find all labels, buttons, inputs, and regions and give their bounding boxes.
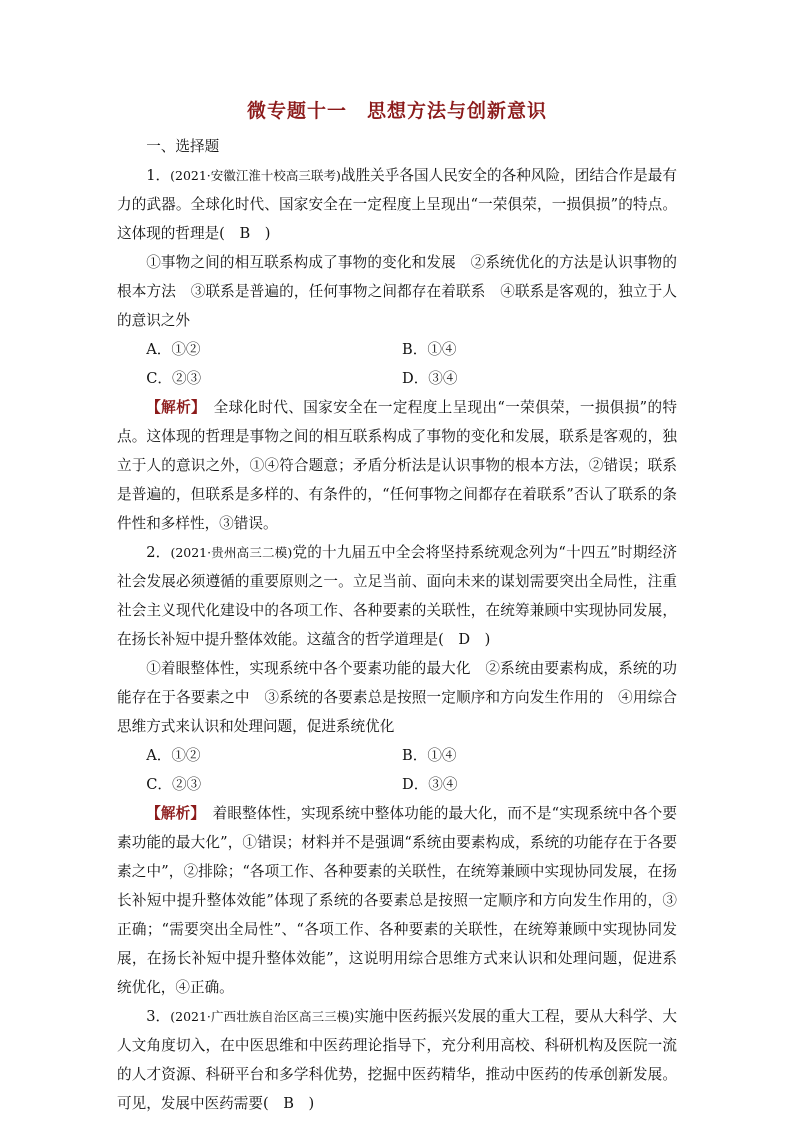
question-1-stem: 战胜关乎各国人民安全的各种风险，团结合作是最有力的武器。全球化时代、国家安全在一定程度上呈现出“一荣俱荣，一损俱损”的特点。这体现的哲理是( B ): [117, 167, 677, 242]
question-2-options-row-2: [117, 770, 677, 799]
question-2-option-d: D．③④: [402, 776, 458, 793]
question-2-number: 2．: [146, 544, 171, 561]
question-1-analysis-text: 全球化时代、国家安全在一定程度上呈现出“一荣俱荣，一损俱损”的特点。这体现的哲理是事物之间的相互联系构成了事物的变化和发展，联系是客观的，独立于人的意识之外，①④符合题意；矛盾分析法是认识事物的根本方法，②错误；联系是普遍的，但联系是多样的、有条件的，“任何事物之间都存在着联系”否认了联系的条件性和多样性，③错误。: [117, 399, 677, 532]
question-3-number: 3．: [146, 1008, 171, 1025]
question-1-options-row-1: [117, 335, 677, 364]
question-2-analysis: [117, 799, 677, 1002]
page-title: 微专题十一 思想方法与创新意识: [246, 100, 547, 122]
question-2-stem: 党的十九届五中全会将坚持系统观念列为“十四五”时期经济社会发展必须遵循的重要原则之一。立足当前、面向未来的谋划需要突出全局性，注重社会主义现代化建设中的各项工作、各种要素的关联性，在统筹兼顾中实现协同发展，在扬长补短中提升整体效能。这蕴含的哲学道理是( D ): [117, 544, 677, 648]
question-2-analysis-text: 着眼整体性，实现系统中整体功能的最大化，而不是“实现系统中各个要素功能的最大化”，①错误；材料并不是强调“系统由要素构成，系统的功能存在于各要素之中”，②排除；“各项工作、各种要素的关联性，在统筹兼顾中实现协同发展，在扬长补短中提升整体效能”体现了系统的各要素总是按照一定顺序和方向发生作用的，③正确；“需要突出全局性”、“各项工作、各种要素的关联性，在统筹兼顾中实现协同发展，在扬长补短中提升整体效能”，这说明用综合思维方式来认识和处理问题，促进系统优化，④正确。: [117, 805, 678, 996]
question-1-option-d: D．③④: [402, 370, 458, 387]
question-3-stem: 实施中医药振兴发展的重大工程，要从大科学、大人文角度切入，在中医思维和中医药理论指导下，充分利用高校、科研机构及医院一流的人才资源、科研平台和多学科优势，挖掘中医药精华，推动中医药的传承创新发展。可见，发展中医药需要( B ): [117, 1008, 677, 1112]
question-2-option-c: C．②③: [146, 776, 202, 793]
question-1-option-a: A．①②: [146, 341, 201, 358]
analysis-tag: 【解析】: [146, 399, 199, 416]
question-1-option-c: C．②③: [146, 370, 202, 387]
question-1-option-b: B．①④: [402, 341, 457, 358]
analysis-tag: 【解析】: [146, 805, 198, 822]
question-1-source: (2021·安徽江淮十校高三联考): [170, 168, 341, 183]
question-1-analysis: [117, 393, 677, 538]
question-1-options-row-2: [117, 364, 677, 393]
question-2-statements: ①着眼整体性，实现系统中各个要素功能的最大化 ②系统由要素构成，系统的功能存在于各要素之中 ③系统的各要素总是按照一定顺序和方向发生作用的 ④用综合思维方式来认识和处理问题，促进系统优化: [117, 660, 677, 735]
question-1-number: 1．: [146, 167, 171, 184]
document-body: [117, 132, 677, 1118]
question-2-options-row-1: [117, 741, 677, 770]
section-heading: 一、选择题: [146, 138, 220, 155]
question-1-statements: ①事物之间的相互联系构成了事物的变化和发展 ②系统优化的方法是认识事物的根本方法 ③联系是普遍的，任何事物之间都存在着联系 ④联系是客观的，独立于人的意识之外: [117, 254, 677, 329]
question-1: [117, 161, 677, 248]
question-3: [117, 1002, 677, 1118]
question-2: [117, 538, 677, 654]
question-2-option-b: B．①④: [402, 747, 457, 764]
question-2-option-a: A．①②: [146, 747, 201, 764]
question-3-source: (2021·广西壮族自治区高三三模): [170, 1009, 355, 1024]
question-2-source: (2021·贵州高三二模): [170, 545, 293, 560]
